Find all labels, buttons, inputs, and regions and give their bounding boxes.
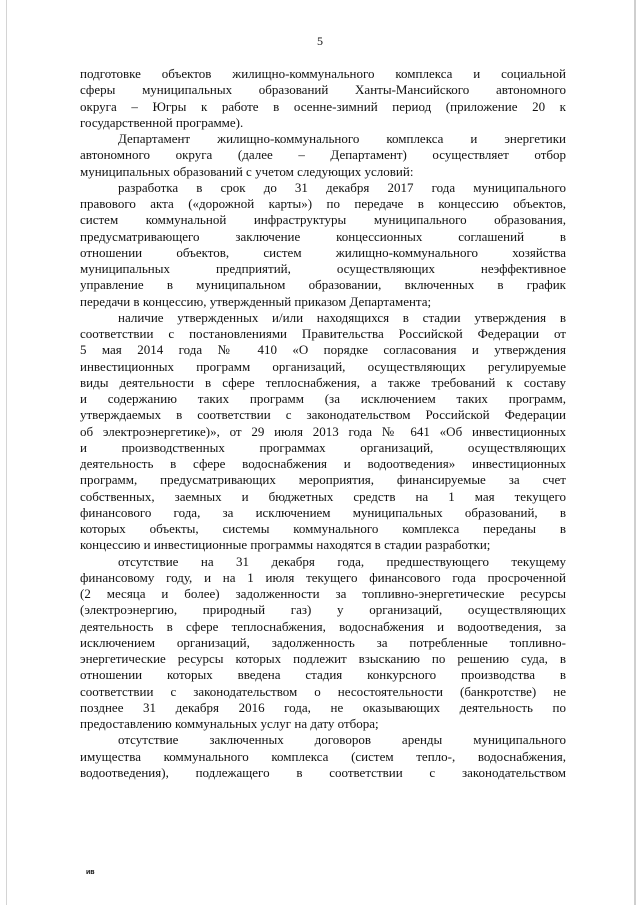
text-line: подготовке объектов жилищно-коммунального комплекса и социальной <box>80 66 566 81</box>
text-line: инвестиционных программ организаций, осуществляющих регулируемые <box>80 358 566 374</box>
text-line: (электроэнергию, природный газ) у организаций, осуществляющих <box>80 602 566 618</box>
document-body <box>80 66 566 781</box>
text-line: утверждаемых в соответствии с законодательством Российской Федерации <box>80 407 566 423</box>
text-line: финансовому году, и на 1 июля текущего финансового года просроченной <box>80 569 566 585</box>
text-line: отсутствие заключенных договоров аренды муниципального <box>118 732 566 748</box>
text-line: систем коммунальной инфраструктуры муниципального образования, <box>80 212 566 228</box>
text-line: 5 мая 2014 года № 410 «О порядке согласования и утверждения <box>80 342 566 358</box>
text-line: и содержанию таких программ (за исключением таких программ, <box>80 391 566 406</box>
text-line: передачи в концессию, утвержденный приказом Департамента; <box>80 293 432 309</box>
text-line: автономного округа (далее – Департамент) осуществляет отбор <box>80 147 566 163</box>
text-line: имущества коммунального комплекса (систем тепло-, водоснабжения, <box>80 748 566 764</box>
text-line: водоотведения), подлежащего в соответствии с законодательством <box>80 764 566 780</box>
text-line: наличие утвержденных и/или находящихся в стадии утверждения в <box>118 309 566 325</box>
scan-edge-right <box>634 0 636 905</box>
text-line: округа – Югры к работе в осенне-зимний период (приложение 20 к <box>80 98 566 114</box>
text-line: исключением организаций, задолженность за потребленные топливно- <box>80 634 566 650</box>
text-line: финансового года, за исключением муниципальных образований, в <box>80 504 566 520</box>
text-line: программ, предусматривающих мероприятия, финансируемые за счет <box>80 472 566 488</box>
text-line: об электроэнергетике)», от 29 июля 2013 года № 641 «Об инвестиционных <box>80 423 566 439</box>
text-line: деятельность в сфере водоснабжения и водоотведения» инвестиционных <box>80 456 566 471</box>
text-line: виды деятельности в сфере теплоснабжения, а также требований к составу <box>80 374 566 390</box>
text-line: сферы муниципальных образований Ханты-Мансийского автономного <box>80 82 566 98</box>
text-line: отсутствие на 31 декабря года, предшествующего текущему <box>118 553 566 569</box>
text-line: муниципальных образований с учетом следующих условий: <box>80 163 414 179</box>
text-line: которых объекты, системы коммунального комплекса переданы в <box>80 521 566 536</box>
text-line: правового акта («дорожной карты») по передаче в концессию объектов, <box>80 196 566 211</box>
text-line: соответствии с постановлениями Правительства Российской Федерации от <box>80 326 566 341</box>
text-line: управление в муниципальном образовании, включенных в график <box>80 277 566 293</box>
text-line: предоставлению коммунальных услуг на дату отбора; <box>80 716 379 731</box>
footer-code: ив <box>86 869 95 876</box>
text-line: деятельность в сфере теплоснабжения, водоснабжения и водоотведения, за <box>80 618 566 634</box>
text-line: государственной программе). <box>80 114 244 130</box>
scan-edge-left <box>6 0 7 905</box>
text-line: разработка в срок до 31 декабря 2017 года муниципального <box>118 179 566 195</box>
page-number: 5 <box>317 34 323 48</box>
text-line: собственных, заемных и бюджетных средств на 1 мая текущего <box>80 488 566 504</box>
text-line: предусматривающего заключение концессионных соглашений в <box>80 228 566 244</box>
text-line: позднее 31 декабря 2016 года, не оказывающих деятельность по <box>80 699 566 715</box>
text-line: Департамент жилищно-коммунального комплекса и энергетики <box>118 131 566 146</box>
text-line: муниципальных предприятий, осуществляющих неэффективное <box>80 261 566 276</box>
text-line: отношении объектов, систем жилищно-коммунального хозяйства <box>80 244 566 260</box>
text-line: и производственных программах организаций, осуществляющих <box>80 439 566 455</box>
text-line: отношении которых введена стадия конкурсного производства в <box>80 667 566 683</box>
text-line: соответствии с законодательством о несостоятельности (банкротстве) не <box>80 683 566 699</box>
text-line: концессию и инвестиционные программы находятся в стадии разработки; <box>80 537 491 553</box>
text-line: (2 месяца и более) задолженности за топливно-энергетические ресурсы <box>80 586 566 601</box>
text-line: энергетические ресурсы которых подлежит взысканию по решению суда, в <box>80 651 566 666</box>
